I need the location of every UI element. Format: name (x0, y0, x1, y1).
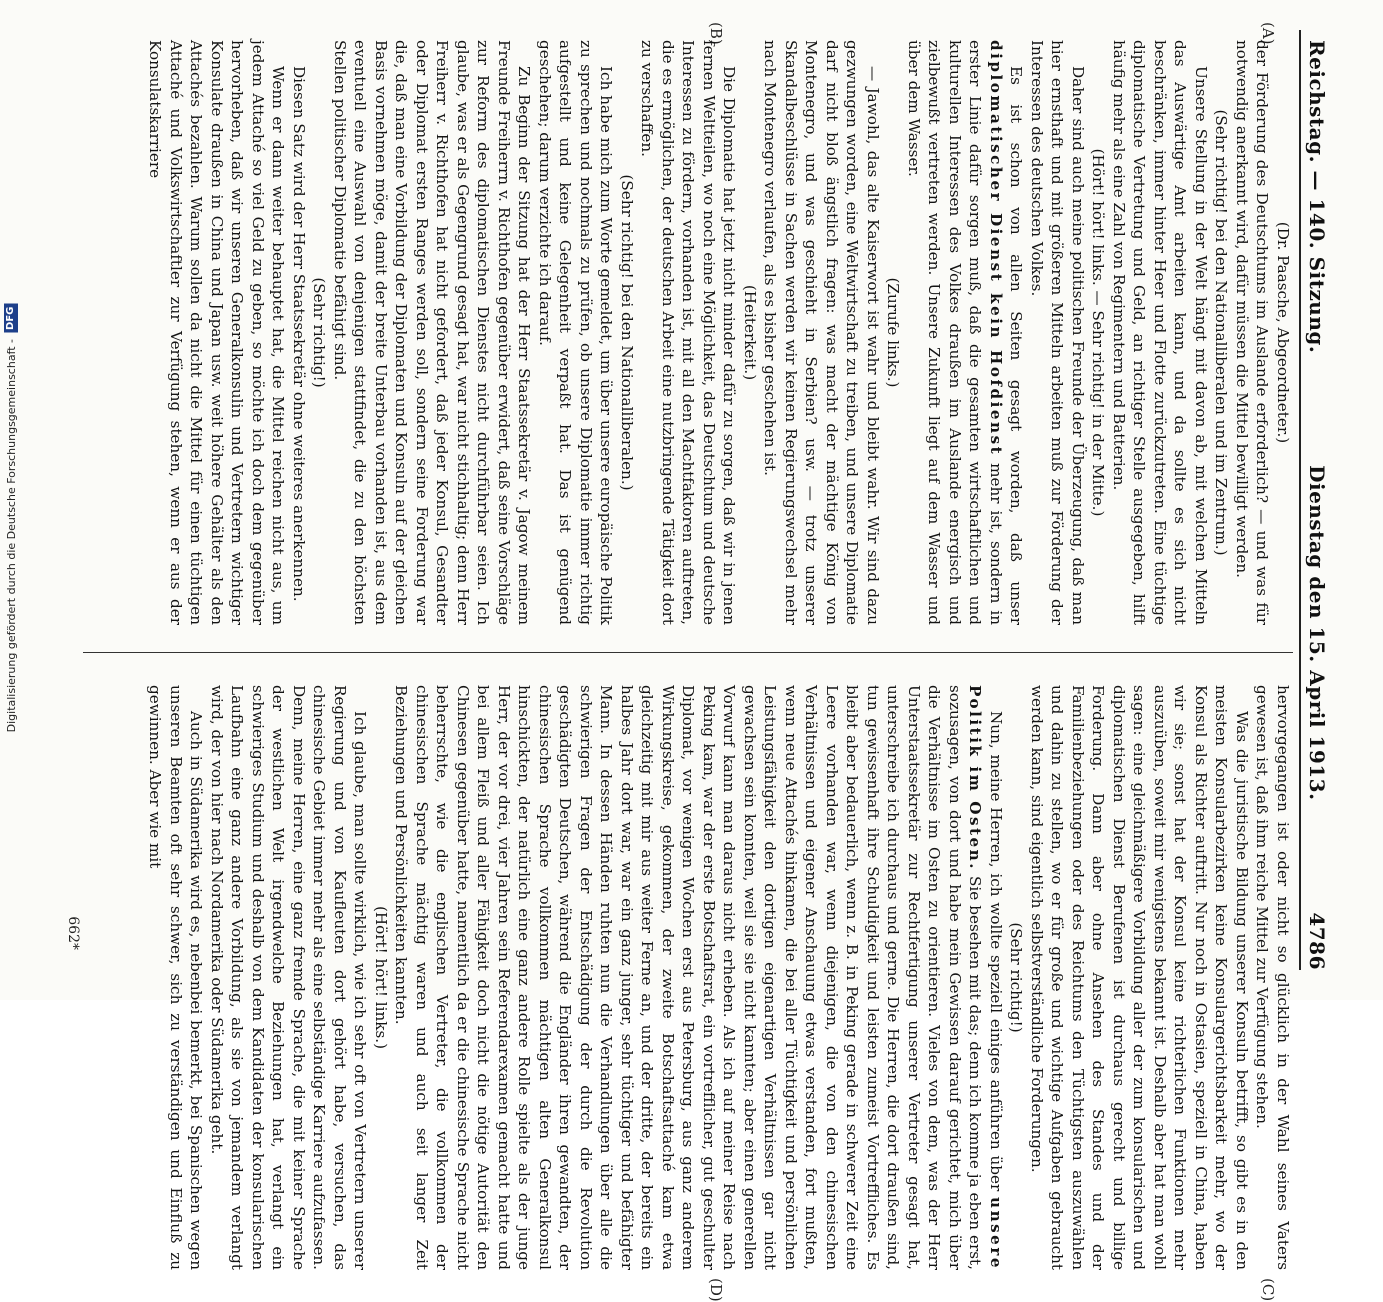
footer-text-row (2, 40, 20, 995)
paragraph: Ich habe mich zum Worte gemeldet, um über unsere europäische Politik zu sprechen und nochmals zu prüfen, ob unsere Diplomatie immer richtig aufgestellt und keine Gelegenheit verpaßt hat. Das ist genügend geschehen; darum verzichte ich darauf. (535, 40, 615, 625)
paragraph-text: Nun, meine Herren, ich wollte speziell einiges anführen über (986, 711, 1005, 1198)
margin-letter-c: (C) (1258, 1278, 1277, 1302)
paragraph (391, 685, 1006, 1270)
interjection: (Sehr richtig! bei den Nationalliberalen.) (617, 174, 636, 491)
right-column (93, 685, 1293, 1270)
paragraph: Was die juristische Bildung unserer Konsuln betrifft, so gibt es in den meisten Konsularbezirken keine Konsulargerichtsbarkeit mehr, wo der Konsul als Richter auftritt. Nur noch in Ostasien, speziell in China, haben wir sie; sonst hat der Konsul keine richterlichen Funktionen mehr auszuüben, soweit mir wenigstens bekannt ist. Deshalb aber hat man wohl sagen: eine gleichmäßigere Vorbildung aller der zum konsularischen und diplomatischen Dienst Berufenen ist durchaus gerecht und billige Forderung. Dann aber ohne Ansehen des Standes und der Familienbeziehungen oder des Reichtums den Tüchtigsten auszuwählen und dahin zu stellen, wo er für große und wichtige Aufgaben gebraucht werden kann, sind eigentlich selbstverständliche Forderungen. (1027, 685, 1251, 1270)
margin-letter-a: (A) (1258, 22, 1277, 45)
interjection: (Hört! hört! links. — Sehr richtig! in der Mitte.) (1089, 148, 1107, 517)
paragraph: Unsere Stellung in der Welt hängt mit davon ab, mit welchen Mitteln das Auswärtige Amt arbeiten kann, und da sollte es sich nicht beschränken, immer hinter Heer und Flotte zurückzutreten. Eine tüchtige diplomatische Vertretung und Geld, an richtiger Stelle ausgegeben, hilft häufig mehr als eine Zahl von Regimentern und Batterien. (1109, 40, 1210, 625)
paragraph: Wenn er dann weiter behauptet hat, die Mittel reichen nicht aus, um jedem Attaché so viel Geld zu geben, so möchte ich doch dem gegenüber hervorheben, daß wir unseren Generalkonsulin und Vertretern wichtiger Konsulate draußen in China und Japan usw. weit höhere Gehälter als den Attachés bezahlen. Warum sollen da nicht die Mittel für einen tüchtigen Attaché und Volkswirtschaftler zur Verfügung stehen, wenn er aus der Konsulatskarriere (146, 40, 287, 625)
header-page-number: 4786 (1304, 912, 1329, 970)
interjection: (Hört! hört! links.) (371, 905, 390, 1050)
paragraph (903, 40, 1026, 625)
emphasized-text: unsere Politik im Osten. (966, 685, 1005, 1270)
paragraph: der Förderung des Deutschtums im Auslande erforderlich? — und was für notwendig anerkannt wird, dafür müssen die Mittel bewilligt werden. (1232, 40, 1271, 625)
paragraph: Die Diplomatie hat jetzt nicht minder dafür zu sorgen, daß wir in jenen fernen Weltteilen, wo noch eine Möglichkeit, das Deutschtum und deutsche Interessen zu fördern, vorhanden ist, mit all den Machtfaktoren auftreten, die es ermöglichen, der deutschen Arbeit eine nutzbringende Tätigkeit dort zu verschaffen. (638, 40, 738, 625)
digitization-footer (2, 40, 20, 995)
paragraph: Ich glaube, man sollte wirklich, wie ich sehr oft von Vertretern unserer Regierung und von Kaufleuten dort gehört habe, versuchen, das chinesische Gebiet immer mehr als eine selbständige Karriere aufzufassen. Denn, meine Herren, eine ganz fremde Sprache, die mit keiner Sprache der westlichen Welt irgendwelche Beziehungen hat, verlangt ein schwieriges Studium und deshalb von dem Kandidaten der konsularischen Laufbahn eine ganz andere Vorbildung, als sie von jemandem verlangt wird, der von hier nach Nordamerika oder Südamerika geht. (207, 685, 369, 1270)
paragraph-text: Es ist schon von allen Seiten gesagt worden, daß unser (1007, 66, 1025, 625)
interjection: (Zurufe links.) (884, 277, 902, 388)
rotated-page-content (47, 20, 1337, 1302)
dfg-logo: DFG (4, 303, 18, 332)
paragraph: — Jawohl, das alte Kaiserwort ist wahr und bleibt wahr. Wir sind dazu gezwungen worden, eine Weltwirtschaft zu treiben, und unsere Diplomatie darf nicht bloß ängstlich fragen: was macht der mächtige König von Montenegro, und was geschieht in Serbien? usw. — trotz unserer Skandalbeschlüsse in Sachen werden wir keinen Regierungswechsel mehr nach Montenegro verlaufen, als es bisher geschehen ist. (761, 40, 882, 625)
left-column (93, 40, 1293, 625)
header-rule (1299, 30, 1301, 970)
paragraph-text: Sie besehen mit das; denn ich komme ja eben erst, sozusagen, von dort und habe mein Gewissen darauf gerichtet, mich über die Verhältnisse im Osten zu orientieren. Vieles von dem, was der Herr Unterstaatssekretär zur Rechtfertigung unserer Vertreter gesagt hat, unterschreibe ich durchaus und gerne. Die Herren, die dort draußen sind, tun gewissenhaft ihre Schuldigkeit und leisten zumeist Vortreffliches. Es bleibt aber bedauerlich, wenn z. B. in Peking gerade in schwerer Zeit eine Leere vorhanden war, wenn diejenigen, die von den chinesischen Verhältnissen und eigener Anschauung etwas verstanden, fort mußten, wenn neue Attachés hinkamen, die bei aller Tüchtigkeit und persönlichen Leistungsfähigkeit den dortigen eigenartigen Verhältnissen gar nicht gewachsen sein konnten, weil sie sie nicht kannten; aber einen generellen Vorwurf kann man daraus nicht erheben. Als ich auf meiner Reise nach Peking kam, war der erste Botschaftsrat, ein vortrefflicher, gut geschulter Diplomat, vor wenigen Wochen erst aus Petersburg, aus ganz anderem Wirkungskreise, gekommen, der zweite Botschaftsattaché kam etwa gleichzeitig mit mir aus weiter Ferne an, und der dritte, der bereits ein halbes Jahr dort war, war ein ganz junger, sehr tüchtiger und befähigter Mann. In dessen Händen ruhten nun die Verhandlungen über alle die schwierigen Fragen der Entschädigung der durch die Revolution geschädigten Deutschen, während die Engländer ihren gewandten, der chinesischen Sprache vollkommen mächtigen alten Generalkonsul hinschickten, der natürlich eine ganz andere Rolle spielte als der junge Herr, der vor drei, vier Jahren sein Referendarexamen gemacht hatte und bei allem Fleiß und aller Fähigkeit doch nicht die nötige Autorität den Chinesen gegenüber hatte, namentlich da er die chinesische Sprache nicht beherrschte, wie die englischen Vertreter, die vollkommen der chinesischen Sprache mächtig waren und auch seit langer Zeit Beziehungen und Persönlichkeiten kannten. (392, 685, 984, 1270)
column-divider (83, 652, 1293, 653)
interjection: (Sehr richtig! bei den Nationalliberalen und im Zentrum.) (1212, 109, 1230, 556)
page-header (1305, 40, 1329, 970)
paragraph: Zu Beginn der Sitzung hat der Herr Staatssekretär v. Jagow meinem Freunde Freiherrn v. Richthofen gegenüber erwidert, daß seine Vorschläge zur Reform des diplomatischen Dienstes nicht durchführbar seien. Ich glaube, was er als Gegengrund gesagt hat, war nicht stichhaltig; denn Herr Freiherr v. Richthofen hat nicht gefordert, daß jeder Konsul, Gesandter oder Diplomat ersten Ranges werden soll, sondern seine Forderung war die, daß man eine Vorbildung der Diplomaten und Konsuln auf der gleichen Basis vornehmen möge, damit der breite Unterbau vorhanden ist, aus dem eventuell eine Auswahl von denjenigen stattfindet, die zu den höchsten Stellen politischer Diplomatie befähigt sind. (330, 40, 533, 625)
header-center: Dienstag den 15. April 1913. (1304, 465, 1329, 801)
paragraph-text: mehr ist, sondern in erster Linie dafür sorgen muß, daß die gesamten wirtschaftlichen und kulturellen Interessen des Volkes draußen im Auslande energisch und zielbewußt vertreten werden. Unsere Zukunft liegt auf dem Wasser und über dem Wasser. (904, 40, 1005, 625)
paragraph: Auch in Südamerika wird es, nebenbei bemerkt, bei Spanischen wegen unseren Beamten oft sehr schwer, sich zu verständigen und Einfluß zu gewinnen. Aber wie mit (146, 685, 205, 1270)
footer-page-number: 662* (64, 916, 81, 950)
paragraph: Daher sind auch meine politischen Freunde der Überzeugung, daß man hier ernsthaft und mit größeren Mitteln arbeiten muß zur Förderung der Interessen des deutschen Volkes. (1027, 40, 1087, 625)
paragraph: hervorgegangen ist oder nicht so glücklich in der Wahl seines Vaters gewesen ist, daß ihm reiche Mittel zur Verfügung stehen. (1253, 685, 1292, 1270)
interjection: (Sehr richtig!) (310, 277, 328, 388)
speaker-line: (Dr. Paasche, Abgeordneter.) (1273, 221, 1292, 444)
interjection: (Heiterkeit.) (740, 284, 759, 381)
header-left: Reichstag. — 140. Sitzung. (1304, 40, 1329, 354)
margin-letter-d: (D) (706, 1278, 725, 1302)
margin-letter-b: (B) (706, 22, 725, 45)
interjection: (Sehr richtig!) (1007, 922, 1025, 1033)
emphasized-text: diplomatischer Dienst kein Hofdienst (986, 40, 1005, 457)
footer-text: Digitalisierung gefördert durch die Deutsche Forschungsgemeinschaft - (4, 338, 18, 732)
paragraph: Diesen Satz wird der Herr Staatssekretär ohne weiteres anerkennen. (289, 66, 308, 602)
